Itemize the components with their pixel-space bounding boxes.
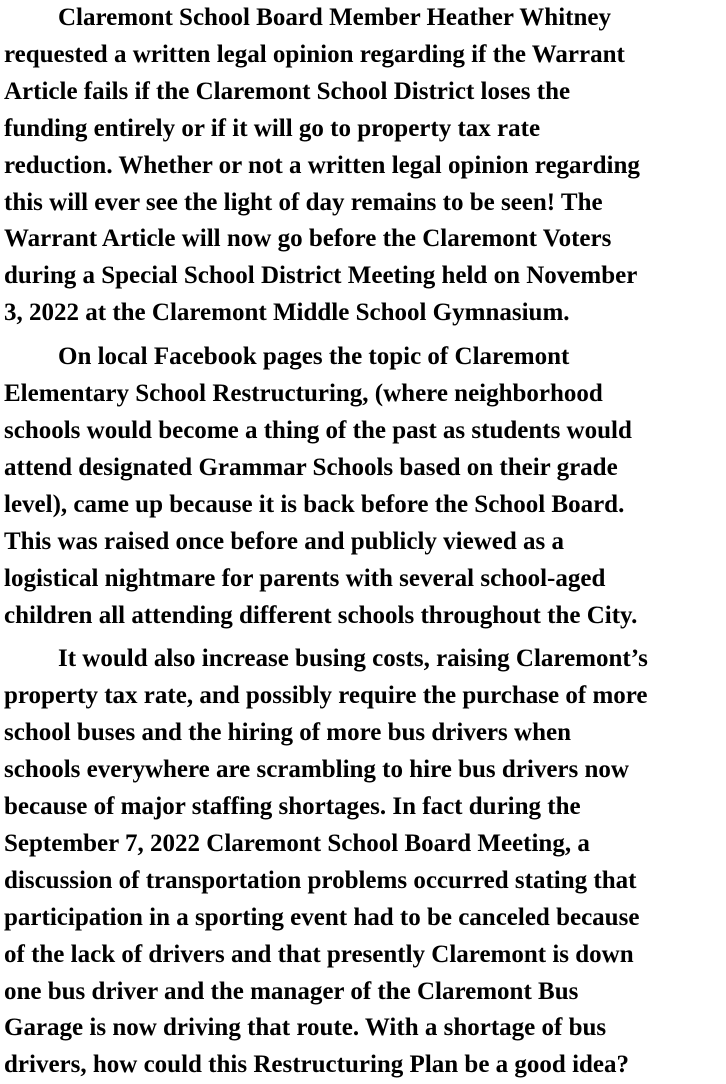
paragraph-busing-costs: It would also increase busing costs, raising Claremont’s property tax rate, and possibly require the purchase of more school buses and the hiring of more bus drivers when schools everywhere are scrambling to hire bus drivers now because of major staffing shortages. In fact during the September 7, 2022 Claremont School Board Meeting, a discussion of transportation problems occurred stating that participation in a sporting event had to be canceled because of the lack of drivers and that presently Claremont is down one bus driver and the manager of the Claremont Bus Garage is now driving that route. With a shortage of bus drivers, how could this Restructuring Plan be a good idea? [4, 645, 648, 1079]
paragraph-elementary-restructuring: On local Facebook pages the topic of Claremont Elementary School Restructuring, (where neighborhood schools would become a thing of the past as students would attend designated Grammar Schools based on their grade level), came up because it is back before the School Board. This was raised once before and publicly viewed as a logistical nightmare for parents with several school-aged children all attending different schools throughout the City. [4, 343, 638, 629]
paragraph-school-board-legal-opinion: Claremont School Board Member Heather Whitney requested a written legal opinion regarding if the Warrant Article fails if the Claremont School District loses the funding entirely or if it will go to property tax rate reduction. Whether or not a written legal opinion regarding this will ever see the light of day remains to be seen! The Warrant Article will now go before the Claremont Voters during a Special School District Meeting held on November 3, 2022 at the Claremont Middle School Gymnasium. [4, 4, 640, 327]
